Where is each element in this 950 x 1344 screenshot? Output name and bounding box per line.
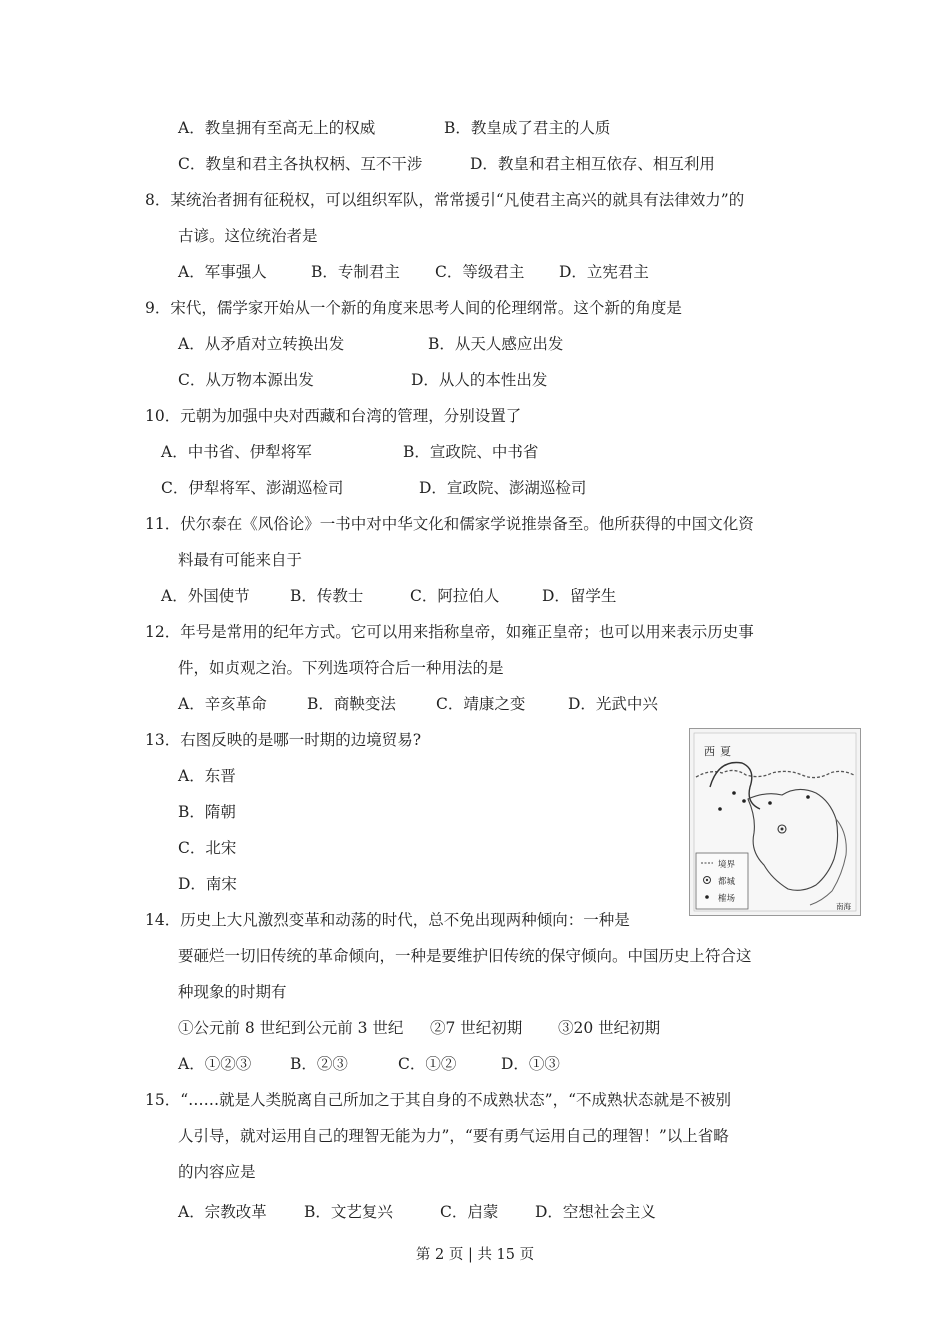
q8-option-a: A．军事强人 — [178, 263, 267, 281]
q7-option-d: D．教皇和君主相互依存、相互利用 — [470, 155, 715, 173]
q7-option-b: B．教皇成了君主的人质 — [444, 119, 611, 137]
map-legend-capital: 都城 — [718, 877, 736, 887]
q11-stem-line2: 料最有可能来自于 — [178, 551, 303, 569]
q14-option-b: B．②③ — [290, 1055, 348, 1073]
map-label-xi: 西 — [704, 745, 715, 758]
q12-stem-line1: 12．年号是常用的纪年方式。它可以用来指称皇帝，如雍正皇帝；也可以用来表示历史事 — [145, 623, 754, 641]
q14-option-c: C．①② — [398, 1055, 457, 1073]
q14-stem-line2: 要砸烂一切旧传统的革命倾向，一种是要维护旧传统的保守倾向。中国历史上符合这 — [178, 947, 752, 965]
q11-option-b: B．传教士 — [290, 587, 364, 605]
q14-item-1: ①公元前 8 世纪到公元前 3 世纪 — [178, 1019, 404, 1037]
q15-option-a: A．宗教改革 — [178, 1203, 267, 1221]
q13-option-d: D．南宋 — [178, 875, 237, 893]
q14-option-a: A．①②③ — [178, 1055, 252, 1073]
q7-option-c: C．教皇和君主各执权柄、互不干涉 — [178, 155, 423, 173]
map-label-xia: 夏 — [720, 745, 731, 758]
q11-option-a: A．外国使节 — [161, 587, 250, 605]
q8-stem-line2: 古谚。这位统治者是 — [178, 227, 318, 245]
q8-option-b: B．专制君主 — [311, 263, 400, 281]
q10-option-d: D．宣政院、澎湖巡检司 — [419, 479, 587, 497]
map-legend-trade-post: 榷场 — [718, 894, 736, 904]
q14-item-2: ②7 世纪初期 — [430, 1019, 523, 1037]
q11-option-d: D．留学生 — [542, 587, 617, 605]
q8-option-d: D．立宪君主 — [559, 263, 649, 281]
q12-option-b: B．商鞅变法 — [307, 695, 396, 713]
q9-option-b: B．从天人感应出发 — [428, 335, 564, 353]
q12-option-c: C．靖康之变 — [436, 695, 526, 713]
q14-item-3: ③20 世纪初期 — [558, 1019, 661, 1037]
q11-stem-line1: 11．伏尔泰在《风俗论》一书中对中华文化和儒家学说推崇备至。他所获得的中国文化资 — [145, 515, 754, 533]
q11-option-c: C．阿拉伯人 — [410, 587, 500, 605]
q15-stem-line1: 15．“……就是人类脱离自己所加之于其自身的不成熟状态”，“不成熟状态就是不被别 — [145, 1091, 731, 1109]
q15-option-c: C．启蒙 — [440, 1203, 499, 1221]
q9-stem: 9．宋代，儒学家开始从一个新的角度来思考人间的伦理纲常。这个新的角度是 — [145, 299, 682, 317]
q15-stem-line2: 人引导，就对运用自己的理智无能为力”，“要有勇气运用自己的理智！”以上省略 — [178, 1127, 729, 1145]
q8-option-c: C．等级君主 — [435, 263, 525, 281]
q12-stem-line2: 件，如贞观之治。下列选项符合后一种用法的是 — [178, 659, 504, 677]
q8-stem-line1: 8．某统治者拥有征税权，可以组织军队，常常援引“凡使君主高兴的就具有法律效力”的 — [145, 191, 745, 209]
q12-option-a: A．辛亥革命 — [178, 695, 267, 713]
q9-option-d: D．从人的本性出发 — [411, 371, 548, 389]
q7-option-a: A．教皇拥有至高无上的权威 — [178, 119, 376, 137]
q13-option-a: A．东晋 — [178, 767, 236, 785]
q10-option-b: B．宣政院、中书省 — [403, 443, 539, 461]
map-legend-border: 境界 — [718, 860, 736, 870]
q14-stem-line3: 种现象的时期有 — [178, 983, 287, 1001]
q9-option-c: C．从万物本源出发 — [178, 371, 314, 389]
q13-option-c: C．北宋 — [178, 839, 237, 857]
q15-option-d: D．空想社会主义 — [535, 1203, 656, 1221]
q15-option-b: B．文艺复兴 — [304, 1203, 393, 1221]
q12-option-d: D．光武中兴 — [568, 695, 658, 713]
q13-stem: 13．右图反映的是哪一时期的边境贸易? — [145, 731, 422, 749]
page-footer: 第 2 页 | 共 15 页 — [415, 1247, 535, 1263]
q9-option-a: A．从矛盾对立转换出发 — [178, 335, 345, 353]
q14-option-d: D．①③ — [501, 1055, 560, 1073]
q10-option-c: C．伊犁将军、澎湖巡检司 — [161, 479, 344, 497]
q10-option-a: A．中书省、伊犁将军 — [161, 443, 312, 461]
q10-stem: 10．元朝为加强中央对西藏和台湾的管理，分别设置了 — [145, 407, 522, 425]
map-label-corner: 南海 — [836, 902, 851, 911]
q15-stem-line3: 的内容应是 — [178, 1163, 256, 1181]
border-trade-map — [689, 728, 861, 916]
q13-option-b: B．隋朝 — [178, 803, 236, 821]
q14-stem-line1: 14．历史上大凡激烈变革和动荡的时代，总不免出现两种倾向：一种是 — [145, 911, 630, 929]
